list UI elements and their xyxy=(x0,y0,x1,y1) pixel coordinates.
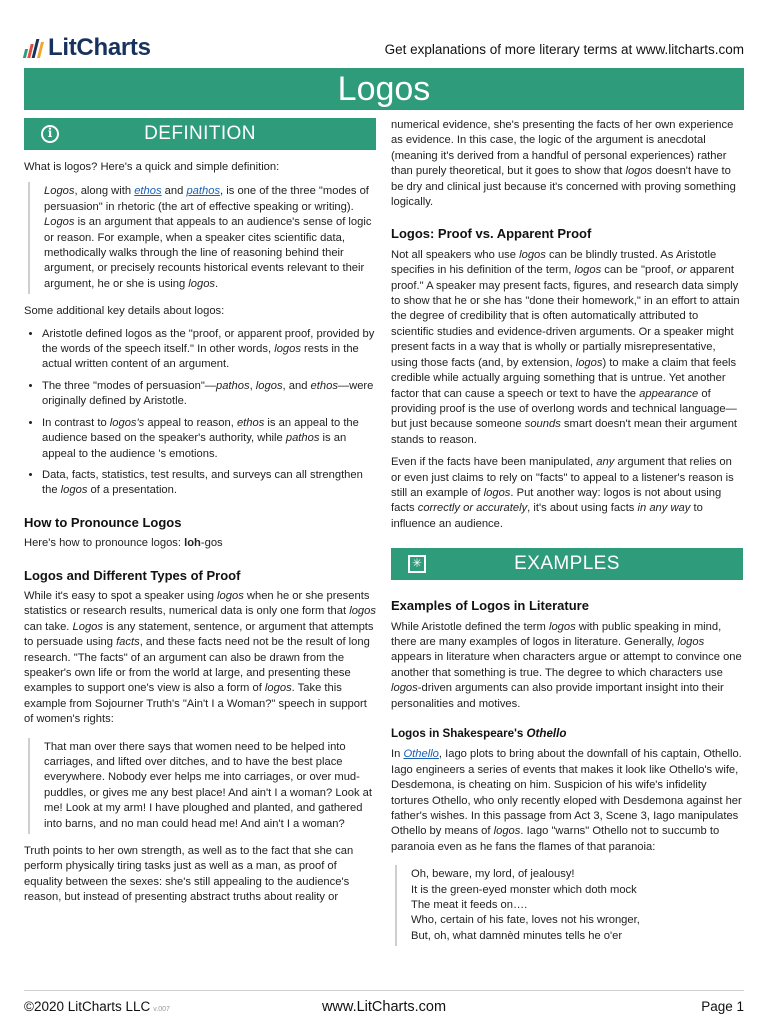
quote-line: The meat it feeds on…. xyxy=(411,899,528,912)
definition-banner-label: DEFINITION xyxy=(144,123,256,145)
b3-d: ethos xyxy=(236,416,265,429)
list-item xyxy=(42,416,376,462)
right-column xyxy=(391,118,743,956)
quote-text-3: and xyxy=(161,185,187,198)
b1-a: Aristotle defined logos as the "proof, or apparent proof, provided by the words of the speech itself." In other words, xyxy=(42,327,375,356)
quote-text-8: . xyxy=(215,277,219,290)
pt-a: While it's easy to spot a speaker using xyxy=(24,589,218,602)
pp1-j: appearance xyxy=(639,387,699,400)
b3-f: pathos xyxy=(285,432,320,445)
pt-g: is any statement, sentence, or argument that attempts to persuade using xyxy=(24,620,374,649)
lp-g: -driven arguments can also provide important insight into their personalities and motives. xyxy=(391,682,724,710)
left-column xyxy=(24,118,376,913)
key-details-intro: Some additional key details about logos: xyxy=(24,305,225,318)
b3-b: logos's xyxy=(109,416,145,429)
pp2-c: argument that relies on or even just claims to rely on "facts" to appeal to a listener's reason is still an example of xyxy=(391,456,734,499)
lp-f: logos xyxy=(391,682,418,695)
cont-c: doesn't have to be dry and clinical just because it's concerned with proving something logically. xyxy=(391,165,736,209)
pt-d: logos xyxy=(349,605,376,618)
b3-g: is an appeal to the audience 's emotions. xyxy=(42,432,347,460)
pp1-g: apparent proof." A speaker may present facts, figures, and research data simply to show that he or she has "done their homework," in an effort to attain the degree of credibility that is often automatically attributed to scientific studies and evidence-driven arguments. Or a speaker might present facts in a way that is wholly or partially misrepresentative, using those facts (and, by extension, xyxy=(391,264,740,369)
truth-analysis: Truth points to her own strength, as well as to the fact that she can perform physically tiring tasks just as well as a man, as proof of equality between the sexes: she's still appealing to the audience's reason, but instead of presenting abstract truths about reality or xyxy=(24,845,354,904)
quote-text-6: is an argument that appeals to an audience's sense of logic or reason. For example, when a speaker cites scientific data, methodically walks through the line of reasoning behind their argument, or precisely recounts historical events relevant to their argument, he or she is using xyxy=(44,216,372,290)
b2-d: logos xyxy=(255,379,283,392)
pp2-e: . Put another way: logos is not about using facts xyxy=(391,486,722,515)
pp1-l: sounds xyxy=(524,418,561,431)
lit-examples-paragraph xyxy=(391,620,743,712)
page-number: Page 1 xyxy=(701,999,744,1014)
page-header xyxy=(24,30,744,66)
pp1-c: can be blindly trusted. As Aristotle specifies in his definition of the term, xyxy=(391,248,717,277)
header-tagline: Get explanations of more literary terms at www.litcharts.com xyxy=(384,42,744,57)
copyright-text: ©2020 LitCharts LLC xyxy=(24,999,151,1014)
pp1-e: can be "proof, xyxy=(601,264,677,277)
list-item xyxy=(42,379,376,410)
pp1-f: or xyxy=(676,264,687,277)
b3-a: In contrast to xyxy=(42,416,110,429)
quote-text-2: , along with xyxy=(74,185,135,198)
continued-paragraph xyxy=(391,118,743,210)
op-b: , Iago plots to bring about the downfall of his captain, Othello. Iago engineers a series of events that makes it look like Othello's wife, Desdemona, is cheating on him. Suspicion of his wife's infidelity tortures Othello, who only recently eloped with Desdemona against her father's wishes. In this passage from Act 3, Scene 3, Iago manipulates Othello by means of xyxy=(391,748,742,838)
b4-a: Data, facts, statistics, test results, and surveys can all strengthen the xyxy=(42,468,363,497)
examples-banner xyxy=(391,548,743,580)
lp-c: with public speaking in mind, there are many examples of logos in literature. Generally, xyxy=(391,620,722,648)
proof-vs-apparent-heading: Logos: Proof vs. Apparent Proof xyxy=(391,226,592,242)
quote-line: Who, certain of his fate, loves not his wronger, xyxy=(411,914,640,927)
pp2-i: to influence an audience. xyxy=(391,502,703,530)
b3-c: appeal to reason, xyxy=(144,416,237,429)
pt-h: facts xyxy=(116,636,140,649)
quote-line: But, oh, what damnèd minutes tells he o'er xyxy=(411,929,623,942)
othello-heading xyxy=(391,726,743,741)
list-item xyxy=(42,327,376,373)
b4-c: of a presentation. xyxy=(87,484,177,497)
op-d: . Iago "warns" Othello not to succumb to paranoia even as he fans the flames of that paranoia: xyxy=(391,825,720,853)
list-item xyxy=(42,468,376,499)
asterisk-icon: ✳ xyxy=(408,555,426,573)
page-title: Logos xyxy=(24,68,744,110)
pt-c: when he or she presents statistics or research results, numerical data is only one form that xyxy=(24,589,370,618)
lp-d: logos xyxy=(677,635,705,648)
pp2-b: any xyxy=(596,456,615,469)
page-footer xyxy=(24,990,744,1021)
definition-quote xyxy=(28,182,376,294)
quote-line: It is the green-eyed monster which doth mock xyxy=(411,883,637,896)
version-text: v.007 xyxy=(153,1006,170,1013)
oh-a: Logos in Shakespeare's xyxy=(391,727,527,740)
pronounce-stressed: loh xyxy=(184,537,201,550)
pp2-a: Even if the facts have been manipulated, xyxy=(391,456,597,469)
pronounce-heading: How to Pronounce Logos xyxy=(24,514,182,530)
logo-bars-icon xyxy=(24,38,42,58)
pt-j: logos xyxy=(264,682,292,695)
b1-c: rests in the actual written content of an argument. xyxy=(42,343,359,371)
pp1-k: of providing proof is the use of overlong words and technical language—but just because someone xyxy=(391,387,737,431)
definition-intro: What is logos? Here's a quick and simple definition: xyxy=(24,161,280,173)
b2-c: , xyxy=(249,379,256,392)
op-c: logos xyxy=(493,825,521,838)
pp2-f: correctly or accurately xyxy=(417,502,528,515)
quote-text-4: , is one of the three "modes of persuasion" in rhetoric (the art of effective speaking or writing). xyxy=(44,185,369,213)
truth-quote: That man over there says that women need to be helped into carriages, and lifted over ditches, and to have the best place everywhere. Nobody ever helps me into carriages, or over mud-puddles, or gives me any best place! And ain't I a woman? Look at me! Look at my arm! I have ploughed and planted, and gathered into barns, and no man could head me! And ain't I a woman? xyxy=(28,738,376,834)
pp1-m: smart doesn't mean their argument stands to reason. xyxy=(391,418,738,446)
pp1-a: Not all speakers who use xyxy=(391,248,520,261)
quote-text-5: Logos xyxy=(44,216,75,229)
b2-f: ethos xyxy=(310,379,338,392)
cont-a: numerical evidence, she's presenting the facts of her own experience as evidence. In this case, the logic of the argument is anecdotal (meaning it's derived from a handful of personal experiences) rather than purely theoretical, but it goes to show that xyxy=(391,119,734,178)
pt-i: , and these facts need not be the result of long research. "The facts" of an argument can also be drawn from the speaker's own life or from the world at large, and presenting these examples to support one's view is also a form of xyxy=(24,636,370,695)
oh-b: Othello xyxy=(526,727,567,740)
lp-a: While Aristotle defined the term xyxy=(391,620,549,633)
proof-paragraph-1 xyxy=(391,248,743,448)
othello-link[interactable]: Othello xyxy=(403,748,439,761)
key-details-list xyxy=(24,327,376,499)
proof-paragraph-2 xyxy=(391,455,743,532)
examples-banner-label: EXAMPLES xyxy=(514,553,620,575)
pt-b: logos xyxy=(217,589,244,602)
b2-g: —were originally defined by Aristotle. xyxy=(42,379,374,408)
pp2-g: , it's about using facts xyxy=(527,502,638,515)
pp2-h: in any way xyxy=(637,502,691,515)
pronounce-lead: Here's how to pronounce logos: xyxy=(24,537,185,550)
pp2-d: logos xyxy=(483,486,511,499)
quote-text-7: logos xyxy=(188,277,216,290)
b4-b: logos xyxy=(60,484,88,497)
definition-banner xyxy=(24,118,376,150)
cont-b: logos xyxy=(625,165,653,178)
b2-e: , and xyxy=(282,379,311,392)
pp1-h: logos xyxy=(575,356,603,369)
info-icon: i xyxy=(41,125,59,143)
othello-paragraph xyxy=(391,747,743,855)
lp-e: appears in literature when characters argue or attempt to convince one another that something is true. The degree to which characters use xyxy=(391,651,742,679)
op-a: In xyxy=(391,748,404,761)
b3-e: is an appeal to the audience based on the speaker's authority, while xyxy=(42,416,359,445)
pt-f: Logos xyxy=(72,620,103,633)
pp1-b: logos xyxy=(519,248,546,261)
pt-k: . Take this example from Sojourner Truth's "Ain't I a Woman?" speech in support of women's rights: xyxy=(24,682,367,726)
b1-b: logos xyxy=(274,343,301,356)
proof-types-heading: Logos and Different Types of Proof xyxy=(24,567,241,583)
b2-b: pathos xyxy=(215,379,250,392)
lit-examples-heading: Examples of Logos in Literature xyxy=(391,598,589,614)
quote-line: Oh, beware, my lord, of jealousy! xyxy=(411,868,575,881)
logo-text: LitCharts xyxy=(48,34,151,61)
pronounce-rest: -gos xyxy=(200,537,223,550)
pp1-d: logos xyxy=(574,264,602,277)
quote-text-1: Logos xyxy=(44,185,75,198)
pp1-i: ) to make a claim that feels credible while actually arguing something that is untrue. Yet another factor that can cause a speech or text to have the xyxy=(391,356,737,400)
lp-b: logos xyxy=(548,620,576,633)
b2-a: The three "modes of persuasion"— xyxy=(42,379,216,392)
othello-quote xyxy=(395,865,743,946)
ethos-link[interactable]: ethos xyxy=(134,185,162,198)
pronounce-text xyxy=(24,536,376,551)
footer-site-link[interactable]: www.LitCharts.com xyxy=(321,999,447,1015)
pt-e: can take. xyxy=(24,620,73,633)
proof-types-paragraph xyxy=(24,589,376,728)
pathos-link[interactable]: pathos xyxy=(186,185,221,198)
litcharts-logo[interactable] xyxy=(24,34,151,62)
